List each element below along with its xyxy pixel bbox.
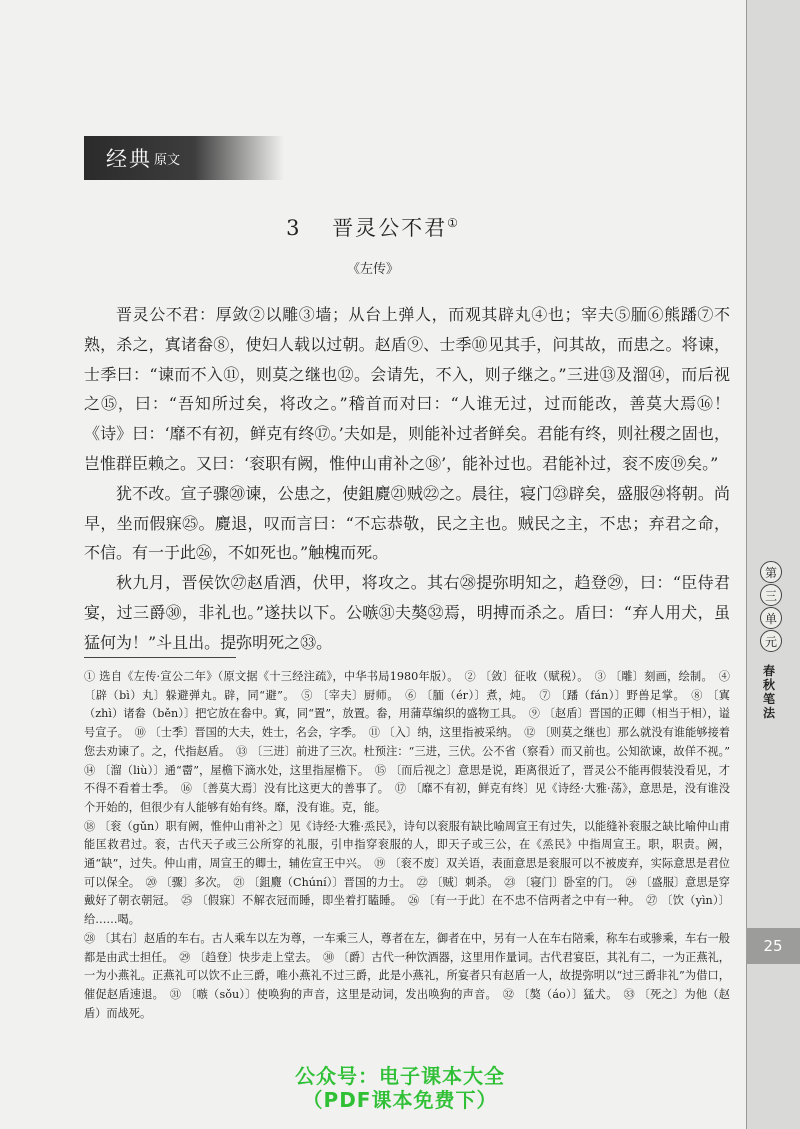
unit-label [748, 560, 794, 653]
source-label: 《左传》 [346, 262, 399, 277]
paragraph: 晋灵公不君：厚敛②以雕③墙；从台上弹人，而观其辟丸④也；宰夫⑤胹⑥熊蹯⑦不熟，杀之，寘诸畚⑧，使妇人载以过朝。赵盾⑨、士季⑩见其手，问其故，而患之。将谏，士季曰：“谏而不入⑪，则莫之继也⑫。会请先，不入，则子继之。”三进⑬及溜⑭，而后视之⑮，曰：“吾知所过矣，将改之。”稽首而对曰：“人谁无过，过而能改，善莫大焉⑯！《诗》曰：‘靡不有初，鲜克有终⑰。’夫如是，则能补过者鲜矣。君能有终，则社稷之固也，岂惟群臣赖之。又曰：‘衮职有阙，惟仲山甫补之⑱’，能补过也。君能补过，衮不废⑲矣。” [84, 305, 730, 473]
footnote-block: ㉘ 〔其右〕赵盾的车右。古人乘车以左为尊，一车乘三人，尊者在左，御者在中，另有一人在车右陪乘，称车右或骖乘，车右一般都是由武士担任。 ㉙ 〔趋登〕快步走上堂去。 ㉚ 〔爵〕古代一种饮酒器，这里用作量词。古代君宴臣，其礼有二，一为正燕礼，一为小燕礼。正燕礼可以饮不止三爵，唯小燕礼不过三爵，此是小燕礼，所宴者只有赵盾一人，故提弥明以“过三爵非礼”为借口，催促赵盾速退。 ㉛ 〔嗾（sǒu）〕使唤狗的声音，这里是动词，发出唤狗的声音。 ㉜ 〔獒（áo）〕猛犬。 ㉝ 〔死之〕为他（赵盾）而战死。 [84, 931, 730, 1020]
watermark-line: （PDF课本免费下） [302, 1088, 498, 1112]
unit-title: 春秋笔法 [762, 664, 775, 720]
lesson-title [0, 212, 746, 242]
section-label-sub: 原文 [154, 152, 181, 168]
unit-char: 单 [760, 607, 782, 629]
paragraph: 秋九月，晋侯饮㉗赵盾酒，伏甲，将攻之。其右㉘提弥明知之，趋登㉙，曰：“臣侍君宴，过三爵㉚，非礼也。”遂扶以下。公嗾㉛夫獒㉜焉，明搏而杀之。盾曰：“弃人用犬，虽猛何为！”斗且出。提弥明死之㉝。 [84, 573, 730, 652]
lesson-title-text: 晋灵公不君 [332, 216, 448, 240]
unit-char: 三 [760, 584, 782, 606]
page-number: 25 [746, 928, 800, 964]
main-text [84, 300, 730, 658]
footnotes [84, 668, 742, 1023]
lesson-number: 3 [286, 216, 302, 240]
footnote-divider [84, 657, 236, 658]
title-note-mark: ① [447, 216, 460, 230]
watermark-line: 公众号：电子课本大全 [295, 1064, 505, 1088]
paragraph: 犹不改。宣子骤⑳谏，公患之，使鉏麑㉑贼㉒之。晨往，寝门㉓辟矣，盛服㉔将朝。尚早，坐而假寐㉕。麑退，叹而言曰：“不忘恭敬，民之主也。贼民之主，不忠；弃君之命，不信。有一于此㉖，不如死也。”触槐而死。 [84, 483, 730, 563]
section-label [84, 136, 284, 180]
footnote-block: ⑱ 〔衮（gǔn）职有阙，惟仲山甫补之〕见《诗经·大雅·烝民》，诗句以衮服有缺比喻周宣王有过失，以能缝补衮服之缺比喻仲山甫能匡救君过。衮，古代天子或三公所穿的礼服，引申指穿衮服的人，即天子或三公，在《烝民》中指周宣王。职，职责。阙，通“缺”，过失。仲山甫，周宣王的卿士，辅佐宣王中兴。 ⑲ 〔衮不废〕双关语，表面意思是衮服可以不被废弃，实际意思是君位可以保全。 ⑳ 〔骤〕多次。 ㉑ 〔鉏麑（Chúní）〕晋国的力士。 ㉒ 〔贼〕刺杀。 ㉓ 〔寝门〕卧室的门。 ㉔ 〔盛服〕意思是穿戴好了朝衣朝冠。 ㉕ 〔假寐〕不解衣冠而睡，即坐着打瞌睡。 ㉖ 〔有一于此〕在不忠不信两者之中有一种。 ㉗ 〔饮（yìn）〕给……喝。 [84, 819, 730, 927]
watermark [0, 1064, 800, 1112]
section-label-main: 经典 [106, 147, 152, 171]
unit-char: 第 [760, 561, 782, 583]
unit-char: 元 [760, 630, 782, 652]
footnote-block: ① 选自《左传·宣公二年》（原文据《十三经注疏》，中华书局1980年版）。 ② 〔敛〕征收（赋税）。 ③ 〔雕〕刻画，绘制。 ④ 〔辟（bì）丸〕躲避弹丸。辟，同“避”。 ⑤ 〔宰夫〕厨师。 ⑥ 〔胹（ér）〕煮，炖。 ⑦ 〔蹯（fán）〕野兽足掌。 ⑧ 〔寘（zhì）诸畚（běn）〕把它放在畚中。寘，同“置”，放置。畚，用蒲草编织的盛物工具。 ⑨ 〔赵盾〕晋国的正卿（相当于相），谥号宣子。 ⑩ 〔士季〕晋国的大夫，姓士，名会，字季。 ⑪ 〔入〕纳，这里指被采纳。 ⑫ 〔则莫之继也〕那么就没有谁能够接着您去劝谏了。之，代指赵盾。 ⑬ 〔三进〕前进了三次。杜预注：“三进，三伏。公不省（察看）而又前也。公知欲谏，故佯不视。” ⑭ 〔溜（liù）〕通“霤”，屋檐下滴水处，这里指屋檐下。 ⑮ 〔而后视之〕意思是说，距离很近了，晋灵公不能再假装没看见，才不得不看着士季。 ⑯ 〔善莫大焉〕没有比这更大的善事了。 ⑰ 〔靡不有初，鲜克有终〕见《诗经·大雅·荡》，意思是，没有谁没个开始的，但很少有人能够有始有终。靡，没有谁。克，能。 [84, 670, 742, 814]
